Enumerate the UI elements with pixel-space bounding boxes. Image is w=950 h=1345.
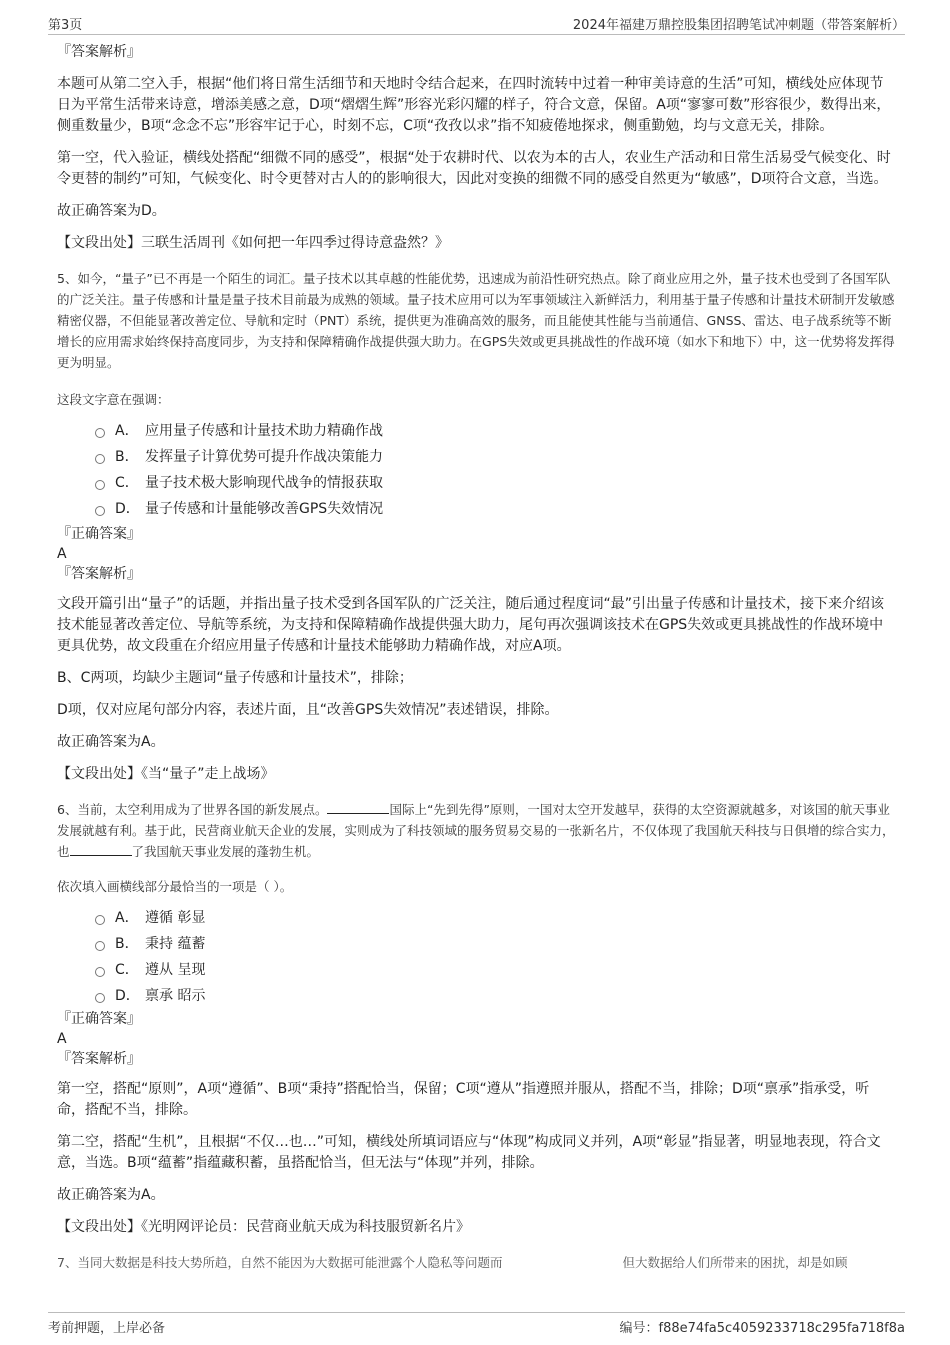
answer-conclusion: 故正确答案为D。 [57, 203, 166, 219]
fill-blank [70, 843, 132, 856]
question-stem: 5、如今，“量子”已不再是一个陌生的词汇。量子技术以其卓越的性能优势，迅速成为前沿性研究热点。除了商业应用之外，量子技术也受到了各国军队的广泛关注。量子传感和计量是量子技术目前最为成熟的领域。量子技术应用可以为军事领域注入新鲜活力，利用基于量子传感和计量技术研制开发敏感精密仪器，不但能显著改善定位、导航和定时（PNT）系统，提供更为准确高效的服务，而且能使其性能与当前通信、GNSS、雷达、电子战系统等不断增长的应用需求始终保持高度同步，为支持和保障精确作战提供强大助力。在GPS失效或更具挑战性的作战环境（如水下和地下）中，这一优势将发挥得更为明显。 [57, 271, 895, 370]
question-prompt: 这段文字意在强调： [57, 392, 170, 407]
question-stem-cut: 7、当同大数据是科技大势所趋，自然不能因为大数据可能泄露个人隐私等问题而 但大数据给人们所带来的困扰，却是如顾 [57, 1255, 848, 1270]
option-d[interactable]: D． 禀承 昭示 [95, 983, 895, 1009]
option-b[interactable]: B． 发挥量子计算优势可提升作战决策能力 [95, 444, 895, 470]
analysis-label: 『答案解析』 [57, 566, 141, 582]
footer-slogan: 考前押题，上岸必备 [48, 1321, 166, 1336]
radio-icon[interactable] [95, 967, 105, 977]
page-content [57, 42, 895, 1300]
radio-icon[interactable] [95, 915, 105, 925]
source-citation: 【文段出处】《当“量子”走上战场》 [57, 766, 275, 782]
analysis-paragraph: 第二空，搭配“生机”，且根据“不仅…也…”可知，横线处所填词语应与“体现”构成同义并列，A项“彰显”指显著，明显地表现，符合文意，当选。B项“蕴蓄”指蕴藏积蓄，虽搭配恰当，但无法与“体现”并列，排除。 [57, 1134, 881, 1171]
option-a[interactable]: A． 应用量子传感和计量技术助力精确作战 [95, 418, 895, 444]
correct-answer-label: 『正确答案』 [57, 526, 141, 542]
correct-answer-value: A [57, 1031, 67, 1047]
page-header [48, 12, 905, 35]
correct-answer-value: A [57, 546, 67, 562]
option-a[interactable]: A． 遵循 彰显 [95, 905, 895, 931]
radio-icon[interactable] [95, 993, 105, 1003]
radio-icon[interactable] [95, 480, 105, 490]
document-title: 2024年福建万鼎控股集团招聘笔试冲刺题（带答案解析） [572, 18, 905, 33]
analysis-paragraph: 第一空，代入验证，横线处搭配“细微不同的感受”，根据“处于农耕时代、以农为本的古人，农业生产活动和日常生活易受气候变化、时令更替的制约”可知，气候变化、时令更替对古人的的影响很大，因此对变换的细微不同的感受自然更为“敏感”，D项符合文意，当选。 [57, 150, 891, 187]
option-list [57, 418, 895, 522]
radio-icon[interactable] [95, 506, 105, 516]
option-c[interactable]: C． 量子技术极大影响现代战争的情报获取 [95, 470, 895, 496]
source-citation: 【文段出处】《光明网评论员：民营商业航天成为科技服贸新名片》 [57, 1219, 470, 1235]
question-prompt: 依次填入画横线部分最恰当的一项是（ ）。 [57, 879, 293, 894]
analysis-label: 『答案解析』 [57, 44, 141, 60]
radio-icon[interactable] [95, 454, 105, 464]
analysis-paragraph: D项，仅对应尾句部分内容，表述片面，且“改善GPS失效情况”表述错误，排除。 [57, 702, 559, 718]
radio-icon[interactable] [95, 941, 105, 951]
analysis-label: 『答案解析』 [57, 1051, 141, 1067]
answer-conclusion: 故正确答案为A。 [57, 1187, 165, 1203]
analysis-paragraph: B、C两项，均缺少主题词“量子传感和计量技术”，排除； [57, 670, 413, 686]
option-d[interactable]: D． 量子传感和计量能够改善GPS失效情况 [95, 496, 895, 522]
page-number: 第3页 [48, 18, 83, 33]
source-citation: 【文段出处】三联生活周刊《如何把一年四季过得诗意盎然？》 [57, 235, 449, 251]
option-list [57, 905, 895, 1009]
question-stem: 6、当前，太空利用成为了世界各国的新发展点。 国际上“先到先得”原则，一国对太空开发越早，获得的太空资源就越多，对该国的航天事业发展就越有利。基于此，民营商业航天企业的发展，实则成为了科技领域的服务贸易交易的一张新名片，不仅体现了我国航天科技与日俱增的综合实力，也 了我国航天事业发展的蓬勃生机。 [57, 802, 895, 859]
answer-conclusion: 故正确答案为A。 [57, 734, 165, 750]
radio-icon[interactable] [95, 428, 105, 438]
analysis-paragraph: 第一空，搭配“原则”，A项“遵循”、B项“秉持”搭配恰当，保留；C项“遵从”指遵照并服从，搭配不当，排除；D项“禀承”指承受，听命，搭配不当，排除。 [57, 1081, 870, 1118]
page-footer [48, 1312, 905, 1335]
analysis-paragraph: 本题可从第二空入手，根据“他们将日常生活细节和天地时令结合起来，在四时流转中过着一种审美诗意的生活”可知，横线处应体现节日为平常生活带来诗意，增添美感之意，D项“熠熠生辉”形容光彩闪耀的样子，符合文意，保留。A项“寥寥可数”形容很少，数得出来，侧重数量少，B项“念念不忘”形容牢记于心，时刻不忘，C项“孜孜以求”指不知疲倦地探求，侧重勤勉，均与文意无关，排除。 [57, 76, 891, 134]
option-c[interactable]: C． 遵从 呈现 [95, 957, 895, 983]
analysis-paragraph: 文段开篇引出“量子”的话题，并指出量子技术受到各国军队的广泛关注，随后通过程度词“最”引出量子传感和计量技术，接下来介绍该技术能显著改善定位、导航等系统，为支持和保障精确作战提供强大助力，尾句再次强调该技术在GPS失效或更具挑战性的作战环境中更具优势，故文段重在介绍应用量子传感和计量技术能够助力精确作战，对应A项。 [57, 596, 885, 654]
option-b[interactable]: B． 秉持 蕴蓄 [95, 931, 895, 957]
fill-blank [327, 801, 389, 814]
correct-answer-label: 『正确答案』 [57, 1011, 141, 1027]
document-id: 编号：f88e74fa5c4059233718c295fa718f8a [619, 1321, 905, 1336]
